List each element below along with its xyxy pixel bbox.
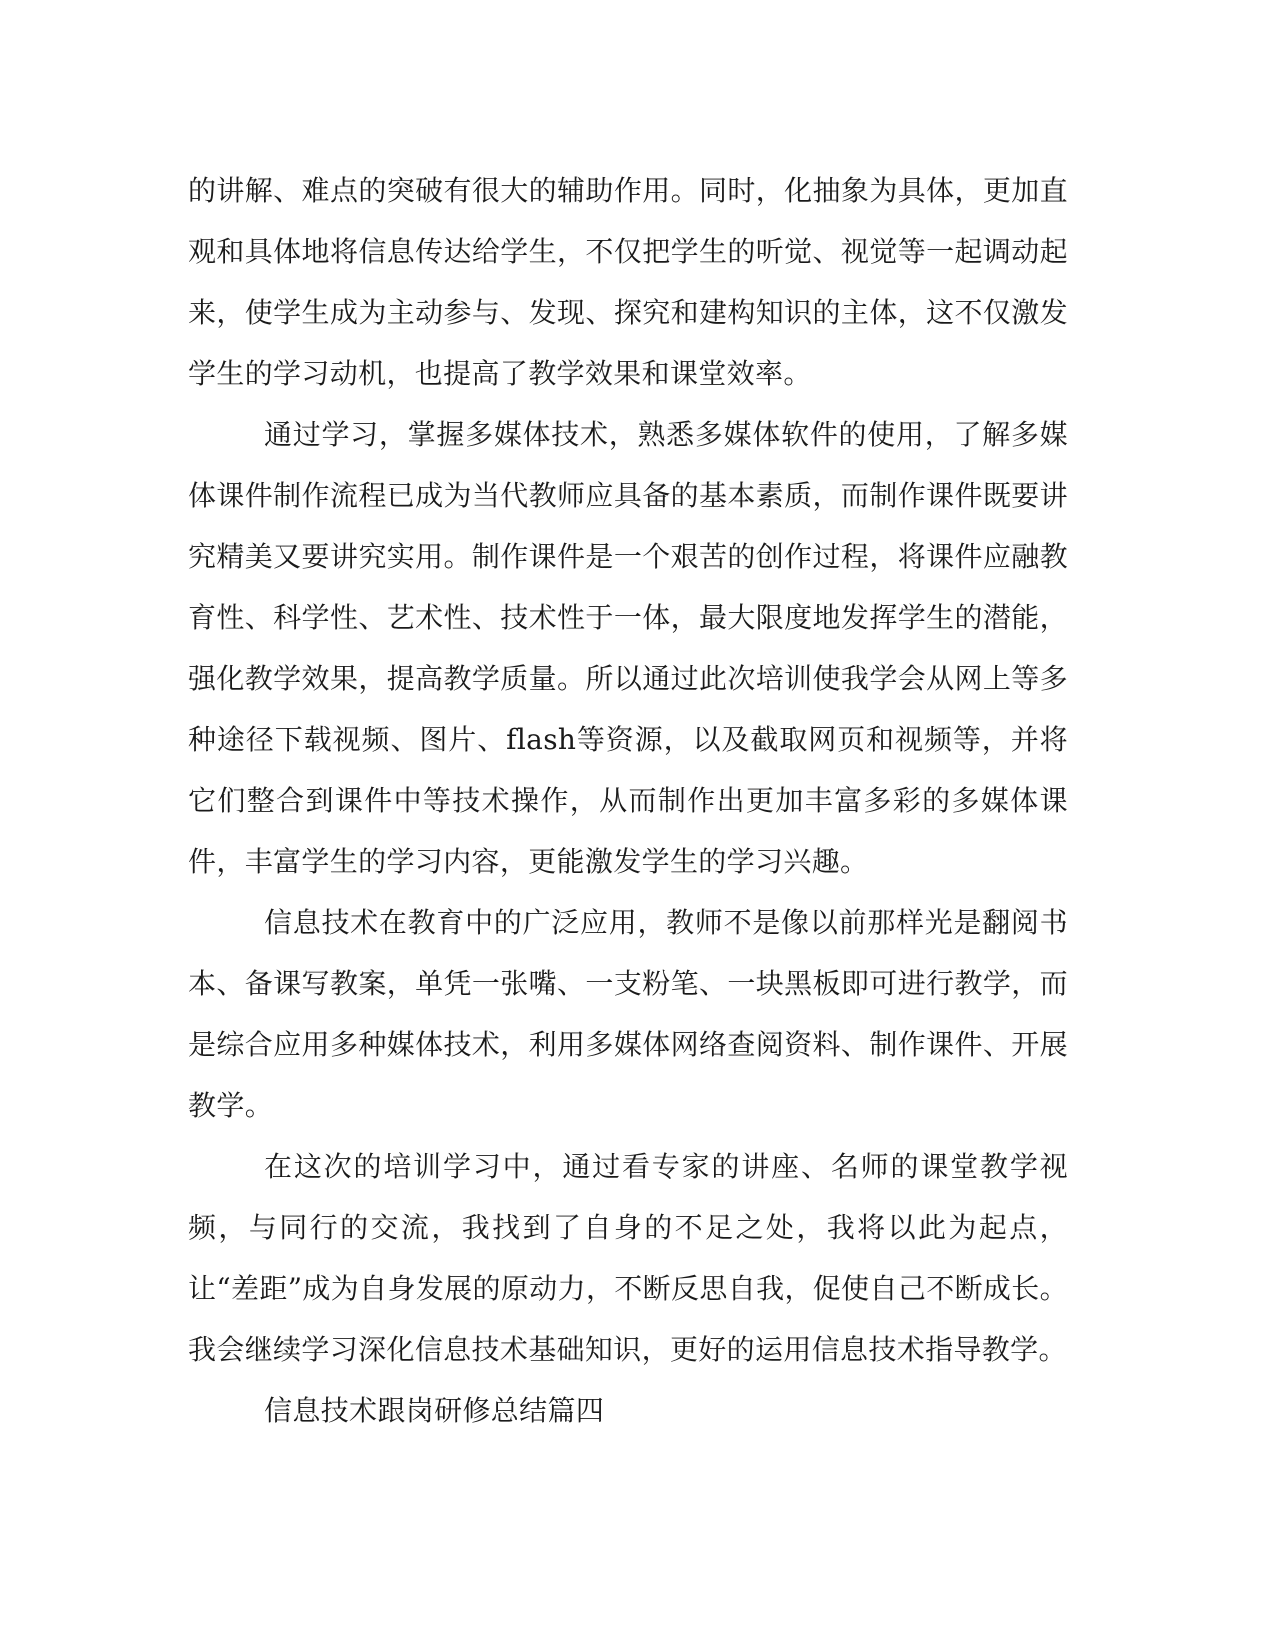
paragraph-it-in-education: 信息技术在教育中的广泛应用，教师不是像以前那样光是翻阅书本、备课写教案，单凭一张嘴、一支粉笔、一块黑板即可进行教学，而是综合应用多种媒体技术，利用多媒体网络查阅资料、制作课件、开展教学。 (188, 906, 1068, 1122)
paragraph-training-reflection: 在这次的培训学习中，通过看专家的讲座、名师的课堂教学视频，与同行的交流，我找到了自身的不足之处，我将以此为起点，让“差距”成为自身发展的原动力，不断反思自我，促使自己不断成长。我会继续学习深化信息技术基础知识，更好的运用信息技术指导教学。 (188, 1150, 1068, 1366)
document-body (188, 160, 1068, 1441)
paragraph-multimedia-skills: 通过学习，掌握多媒体技术，熟悉多媒体软件的使用，了解多媒体课件制作流程已成为当代教师应具备的基本素质，而制作课件既要讲究精美又要讲究实用。制作课件是一个艰苦的创作过程，将课件应融教育性、科学性、艺术性、技术性于一体，最大限度地发挥学生的潜能，强化教学效果，提高教学质量。所以通过此次培训使我学会从网上等多种途径下载视频、图片、flash等资源，以及截取网页和视频等，并将它们整合到课件中等技术操作，从而制作出更加丰富多彩的多媒体课件，丰富学生的学习内容，更能激发学生的学习兴趣。 (188, 418, 1068, 878)
paragraph-continuation: 的讲解、难点的突破有很大的辅助作用。同时，化抽象为具体，更加直观和具体地将信息传达给学生，不仅把学生的听觉、视觉等一起调动起来，使学生成为主动参与、发现、探究和建构知识的主体，这不仅激发学生的学习动机，也提高了教学效果和课堂效率。 (188, 174, 1068, 390)
section-title: 信息技术跟岗研修总结篇四 (264, 1394, 605, 1427)
